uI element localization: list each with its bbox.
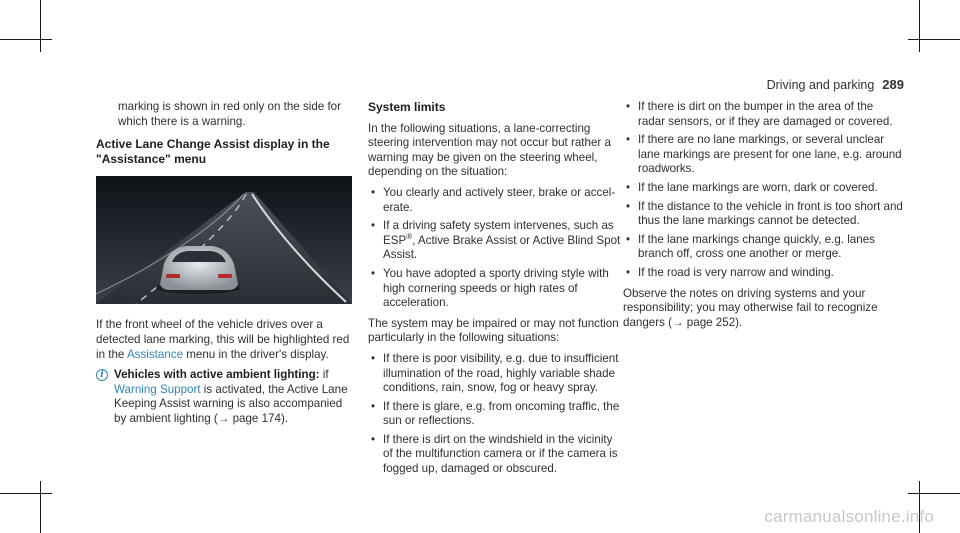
system-limits-heading: System limits: [368, 100, 446, 114]
crop-mark: [919, 0, 920, 52]
assistance-link[interactable]: Assistance: [126, 347, 184, 361]
car-on-road-illustration: [96, 176, 352, 304]
road-scene-graphic: [96, 176, 352, 304]
column-middle: [368, 100, 622, 483]
page-header: [767, 77, 904, 92]
list-item: • If there is glare, e.g. from oncoming traffic, the sun or reflections.: [371, 399, 620, 428]
crop-mark: [908, 493, 960, 494]
limitations-list: [623, 100, 903, 281]
list-item: • If there are no lane markings, or several unclear lane markings are present for one lane, e.g. around roadworks.: [626, 133, 902, 176]
info-icon: i: [96, 369, 108, 381]
observe-notes-paragraph: Observe the notes on driving systems and your responsibility; you may otherwise fail to recognize dangers (→ page 252).: [623, 286, 878, 329]
intervention-list: [368, 186, 622, 311]
system-limits-intro: In the following situations, a lane-correcting steering intervention may not occur but rather a warning may be given on the steering wheel, depending on the situation:: [368, 121, 611, 179]
page-number: 289: [882, 77, 904, 92]
crop-mark: [908, 39, 960, 40]
list-item: • If there is dirt on the windshield in the vicinity of the multifunction camera or if the camera is fogged up, damaged or obscured.: [371, 432, 618, 476]
list-item: • If the distance to the vehicle in front is too short and thus the lane markings cannot be detected.: [626, 199, 903, 228]
page-reference-link[interactable]: → page 174: [217, 411, 281, 425]
crop-mark: [40, 481, 41, 533]
crop-mark: [40, 0, 41, 52]
watermark: carmanualsonline.info: [764, 507, 934, 526]
page-reference-link[interactable]: → page 252: [671, 315, 736, 329]
section-title: Driving and parking: [766, 78, 875, 92]
impairment-list: [368, 352, 622, 477]
list-item: • If there is poor visibility, e.g. due to insufficient illumination of the road, highly variable shade conditions, rain, snow, fog or heavy spray.: [371, 351, 619, 395]
list-item: • If there is dirt on the bumper in the area of the radar sensors, or if they are damaged or covered.: [626, 100, 893, 128]
list-item: • If the road is very narrow and winding.: [626, 265, 834, 279]
warning-support-link[interactable]: Warning Support: [114, 382, 201, 396]
crop-mark: [0, 39, 52, 40]
ambient-lighting-note: i Vehicles with active ambient lighting: if Warning Support is activated, the Active Lane Keeping Assist warning is also accompanied by ambient lighting (→ page 174).: [96, 368, 352, 426]
note-bold-label: Vehicles with active ambient lighting:: [114, 368, 320, 382]
list-item: • You clearly and actively steer, brake or accelerate.: [371, 185, 616, 214]
crop-mark: [0, 493, 52, 494]
impairment-paragraph: The system may be impaired or may not function particularly in the following situations:: [368, 316, 619, 345]
list-item: • If a driving safety system intervenes, such as ESP®, Active Brake Assist or Active Blind Spot Assist.: [371, 219, 621, 262]
intro-text: marking is shown in red only on the side for which there is a warning.: [118, 100, 341, 128]
column-right: [623, 100, 903, 336]
list-item: • If the lane markings are worn, dark or covered.: [626, 180, 878, 194]
column-left: [96, 100, 352, 427]
section-heading: Active Lane Change Assist display in the "Assistance" menu: [96, 137, 330, 166]
list-item: • If the lane markings change quickly, e.g. lanes branch off, cross one another or merge.: [626, 232, 875, 261]
assistance-paragraph: If the front wheel of the vehicle drives over a detected lane marking, this will be highlighted red in the Assistance menu in the driver's display.: [96, 318, 350, 361]
list-item: • You have adopted a sporty driving style with high cornering speeds or high rates of acceleration.: [371, 266, 609, 310]
